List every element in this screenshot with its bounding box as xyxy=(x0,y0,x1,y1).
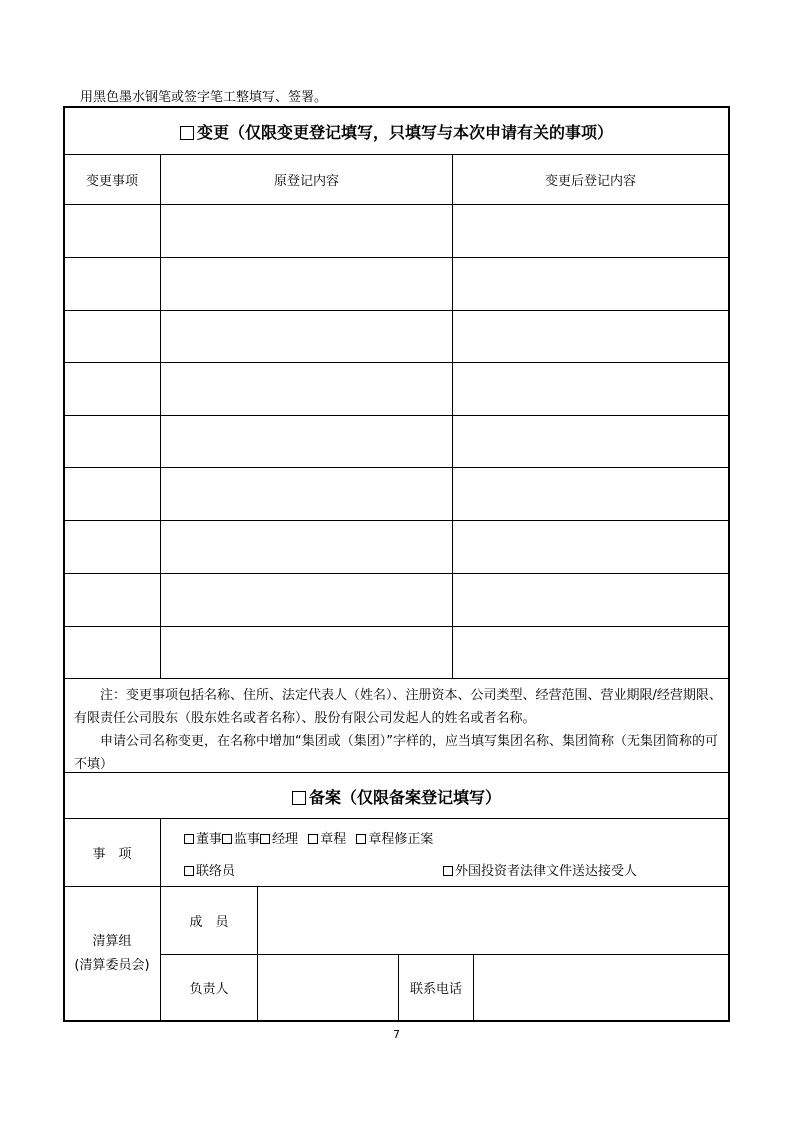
change-item-cell[interactable] xyxy=(64,574,160,626)
changed-content-cell[interactable] xyxy=(453,363,728,415)
supervisor-checkbox[interactable] xyxy=(222,834,232,844)
liquidation-label-line2: (清算委员会) xyxy=(74,957,150,973)
header-change-item: 变更事项 xyxy=(85,174,138,189)
option-manager[interactable]: 经理 xyxy=(260,832,298,847)
changed-content-cell[interactable] xyxy=(453,311,728,362)
filing-section-title xyxy=(63,785,730,808)
changed-content-cell[interactable] xyxy=(453,627,728,678)
original-content-cell[interactable] xyxy=(161,258,452,310)
change-item-cell[interactable] xyxy=(64,416,160,467)
matters-label: 事 项 xyxy=(92,847,132,862)
members-label: 成 员 xyxy=(189,915,229,930)
articles-checkbox[interactable] xyxy=(308,834,318,844)
foreign-investor-agent-checkbox[interactable] xyxy=(443,866,453,876)
original-content-cell[interactable] xyxy=(161,311,452,362)
change-section-title-text: 变更（仅限变更登记填写，只填写与本次申请有关的事项） xyxy=(196,123,613,142)
manager-checkbox[interactable] xyxy=(260,834,270,844)
changed-content-cell[interactable] xyxy=(453,205,728,257)
head-label: 负责人 xyxy=(189,982,229,997)
director-checkbox[interactable] xyxy=(184,834,194,844)
note-group-name: 申请公司名称变更，在名称中增加“集团或（集团）”字样的，应当填写集团名称、集团简称（无集团简称的可不填） xyxy=(74,734,718,772)
changed-content-cell[interactable] xyxy=(453,416,728,467)
liquidation-label xyxy=(64,887,160,1020)
option-liaison[interactable]: 联络员 xyxy=(184,860,235,879)
phone-label: 联系电话 xyxy=(409,982,462,997)
note-change-items: 注：变更事项包括名称、住所、法定代表人（姓名）、注册资本、公司类型、经营范围、营业期限/经营期限、有限责任公司股东（股东姓名或者名称）、股份有限公司发起人的姓名或者名称。 xyxy=(74,688,722,726)
original-content-cell[interactable] xyxy=(161,363,452,415)
change-item-cell[interactable] xyxy=(64,205,160,257)
instruction-text: 用黑色墨水钢笔或签字笔工整填写、签署。 xyxy=(80,90,328,105)
change-item-cell[interactable] xyxy=(64,363,160,415)
filing-options-row1 xyxy=(184,828,433,847)
change-item-cell[interactable] xyxy=(64,311,160,362)
articles-amendment-checkbox[interactable] xyxy=(356,834,366,844)
option-foreign-investor-agent[interactable]: 外国投资者法律文件送达接受人 xyxy=(443,860,637,879)
change-item-cell[interactable] xyxy=(64,468,160,520)
members-field[interactable] xyxy=(258,887,728,954)
change-item-cell[interactable] xyxy=(64,627,160,678)
changed-content-cell[interactable] xyxy=(453,258,728,310)
original-content-cell[interactable] xyxy=(161,627,452,678)
option-supervisor[interactable]: 监事 xyxy=(222,832,260,847)
header-original-content: 原登记内容 xyxy=(273,174,339,189)
filing-checkbox[interactable] xyxy=(292,791,306,805)
head-field[interactable] xyxy=(258,955,398,1020)
page-number: 7 xyxy=(393,1028,400,1041)
phone-field[interactable] xyxy=(474,955,728,1020)
changed-content-cell[interactable] xyxy=(453,468,728,520)
option-articles[interactable]: 章程 xyxy=(308,832,346,847)
original-content-cell[interactable] xyxy=(161,416,452,467)
original-content-cell[interactable] xyxy=(161,468,452,520)
change-section-title xyxy=(63,120,730,143)
change-item-cell[interactable] xyxy=(64,521,160,573)
original-content-cell[interactable] xyxy=(161,521,452,573)
option-articles-amendment[interactable]: 章程修正案 xyxy=(356,832,433,847)
change-item-cell[interactable] xyxy=(64,258,160,310)
original-content-cell[interactable] xyxy=(161,574,452,626)
original-content-cell[interactable] xyxy=(161,205,452,257)
liaison-checkbox[interactable] xyxy=(184,866,194,876)
changed-content-cell[interactable] xyxy=(453,521,728,573)
filing-section-title-text: 备案（仅限备案登记填写） xyxy=(308,788,501,807)
change-checkbox[interactable] xyxy=(180,126,194,140)
option-director[interactable]: 董事 xyxy=(184,832,222,847)
change-notes xyxy=(74,684,724,776)
changed-content-cell[interactable] xyxy=(453,574,728,626)
header-changed-content: 变更后登记内容 xyxy=(544,174,636,189)
liquidation-label-line1: 清算组 xyxy=(92,933,132,949)
